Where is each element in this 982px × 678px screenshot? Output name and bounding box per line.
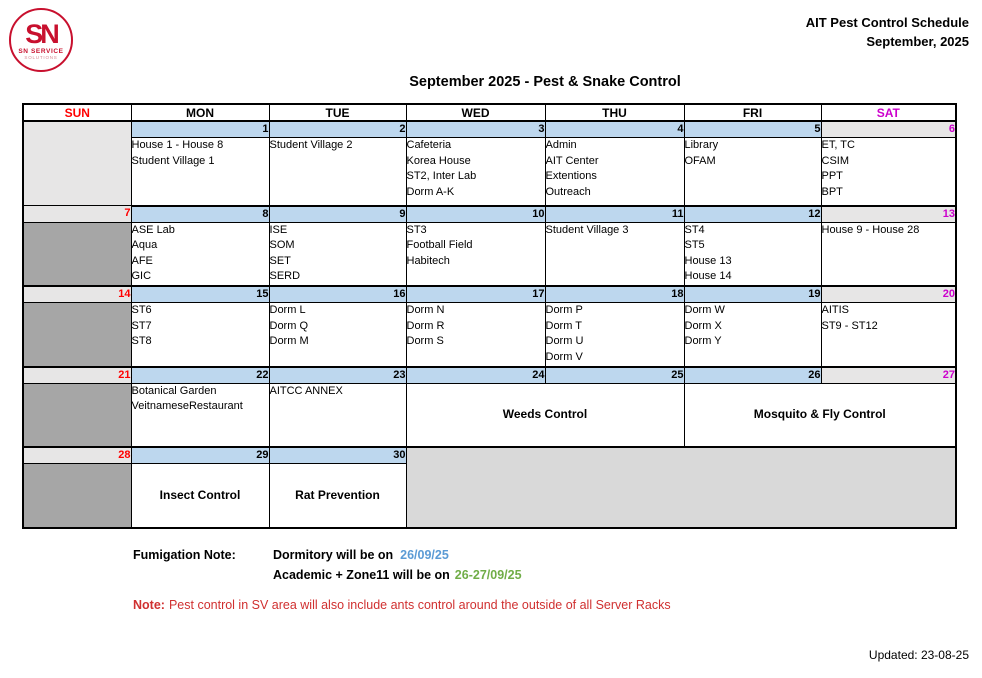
schedule-entry: ST9 - ST12	[821, 319, 878, 332]
schedule-entry: Dorm W	[684, 304, 725, 316]
schedule-entry: Dorm P	[545, 304, 583, 316]
schedule-entry: Dorm X	[684, 319, 722, 332]
activity-cell: Weeds Control	[406, 383, 684, 447]
schedule-entry: Dorm Q	[269, 319, 308, 332]
date-cell-19: 19	[684, 286, 821, 303]
week-2-date-row	[23, 206, 956, 223]
date-cell-23: 23	[269, 367, 406, 384]
date-cell-5: 5	[684, 121, 821, 138]
schedule-entry: Dorm A-K	[406, 185, 455, 198]
schedule-cell	[406, 303, 545, 367]
schedule-entry: ST3	[406, 223, 427, 236]
note-label: Note:	[133, 598, 165, 612]
activity-cell: Rat Prevention	[269, 464, 406, 528]
date-cell-26: 26	[684, 367, 821, 384]
activity-cell: Insect Control	[131, 464, 269, 528]
document-subtitle: September, 2025	[866, 34, 969, 49]
schedule-entry: Habitech	[406, 254, 450, 267]
schedule-entry: Cafeteria	[406, 139, 452, 151]
schedule-cell	[131, 383, 269, 447]
schedule-cell	[269, 303, 406, 367]
date-cell-4: 4	[545, 121, 684, 138]
schedule-entry: CSIM	[821, 154, 849, 167]
day-header-thu: THU	[545, 104, 684, 121]
fumigation-note	[133, 545, 522, 585]
schedule-entry: OFAM	[684, 154, 716, 167]
schedule-entry: ST4	[684, 223, 705, 236]
schedule-cell	[545, 222, 684, 286]
schedule-entry: Football Field	[406, 239, 473, 251]
schedule-entry: VeitnameseRestaurant	[131, 400, 243, 412]
calendar-title: September 2025 - Pest & Snake Control	[409, 74, 681, 90]
date-cell-6: 6	[821, 121, 956, 138]
schedule-entry: ST6	[131, 304, 152, 316]
date-cell-24: 24	[406, 367, 545, 384]
schedule-entry: PPT	[821, 170, 843, 182]
date-cell-14: 14	[23, 286, 131, 303]
schedule-entry: AITIS	[821, 304, 850, 316]
week-1-content-row	[23, 138, 956, 206]
empty-merged-cell	[406, 447, 956, 528]
fumigation-line-academic	[273, 565, 522, 585]
schedule-entry: ST8	[131, 335, 152, 347]
schedule-entry: SOM	[269, 239, 295, 251]
day-header-tue: TUE	[269, 104, 406, 121]
sunday-empty-cell	[23, 303, 131, 367]
schedule-cell	[821, 222, 956, 286]
date-cell-18: 18	[545, 286, 684, 303]
schedule-entry: Student Village 3	[545, 223, 629, 236]
schedule-entry: House 13	[684, 254, 732, 267]
date-cell-29: 29	[131, 447, 269, 464]
schedule-entry: Admin	[545, 139, 577, 151]
week-4-content-row	[23, 383, 956, 447]
schedule-entry: Dorm N	[406, 304, 445, 316]
schedule-cell	[406, 138, 545, 206]
schedule-entry: Aqua	[131, 239, 158, 251]
fumigation-line2-text: Academic + Zone11 will be on	[273, 568, 450, 582]
schedule-entry: ST2, Inter Lab	[406, 170, 477, 182]
sn-service-logo	[9, 8, 73, 72]
schedule-entry: ASE Lab	[131, 223, 175, 236]
date-cell-10: 10	[406, 206, 545, 223]
document-heading	[806, 13, 969, 51]
schedule-entry: Student Village 2	[269, 139, 353, 151]
day-header-fri: FRI	[684, 104, 821, 121]
schedule-entry: Dorm M	[269, 335, 309, 347]
schedule-cell	[684, 222, 821, 286]
schedule-cell	[545, 138, 684, 206]
day-header-mon: MON	[131, 104, 269, 121]
sunday-blank-cell	[23, 121, 131, 206]
date-cell-28: 28	[23, 447, 131, 464]
schedule-cell	[821, 138, 956, 206]
note-text: Pest control in SV area will also include ants control around the outside of all Server Racks	[168, 598, 671, 612]
logo-name: SN SERVICE	[18, 47, 64, 55]
schedule-entry: Dorm V	[545, 350, 583, 363]
week-4-date-row	[23, 367, 956, 384]
updated-date: Updated: 23-08-25	[868, 648, 969, 662]
logo-tagline: SOLUTIONS	[24, 54, 58, 60]
week-5-date-row	[23, 447, 956, 464]
schedule-entry: AIT Center	[545, 154, 599, 167]
date-cell-22: 22	[131, 367, 269, 384]
date-cell-13: 13	[821, 206, 956, 223]
fumigation-note-lines	[273, 545, 522, 585]
schedule-entry: Extentions	[545, 170, 597, 182]
date-cell-15: 15	[131, 286, 269, 303]
schedule-cell	[269, 138, 406, 206]
schedule-entry: House 14	[684, 270, 732, 282]
date-cell-7: 7	[23, 206, 131, 223]
sunday-empty-cell	[23, 464, 131, 528]
date-cell-21: 21	[23, 367, 131, 384]
schedule-entry: Dorm R	[406, 319, 445, 332]
fumigation-note-label: Fumigation Note:	[133, 548, 236, 562]
date-cell-20: 20	[821, 286, 956, 303]
date-cell-17: 17	[406, 286, 545, 303]
schedule-cell	[131, 138, 269, 206]
schedule-cell	[684, 138, 821, 206]
schedule-entry: GIC	[131, 270, 152, 282]
schedule-entry: AFE	[131, 254, 153, 267]
schedule-entry: ST5	[684, 239, 705, 251]
week-1-date-row	[23, 121, 956, 138]
fumigation-line2-date: 26-27/09/25	[454, 568, 522, 582]
schedule-entry: SERD	[269, 270, 301, 282]
day-header-row	[23, 104, 956, 121]
schedule-cell	[269, 222, 406, 286]
schedule-entry: Dorm L	[269, 304, 306, 316]
schedule-entry: Dorm Y	[684, 335, 722, 347]
date-cell-3: 3	[406, 121, 545, 138]
fumigation-line1-date: 26/09/25	[400, 548, 449, 562]
day-header-sat: SAT	[821, 104, 956, 121]
schedule-entry: House 9 - House 28	[821, 223, 920, 236]
schedule-cell	[269, 383, 406, 447]
schedule-entry: Korea House	[406, 154, 471, 167]
schedule-entry: Botanical Garden	[131, 384, 217, 397]
schedule-cell	[545, 303, 684, 367]
date-cell-1: 1	[131, 121, 269, 138]
date-cell-27: 27	[821, 367, 956, 384]
schedule-entry: Dorm U	[545, 335, 584, 347]
schedule-cell	[131, 222, 269, 286]
activity-cell: Mosquito & Fly Control	[684, 383, 956, 447]
schedule-cell	[131, 303, 269, 367]
schedule-cell	[406, 222, 545, 286]
schedule-entry: BPT	[821, 185, 843, 198]
schedule-entry: AITCC ANNEX	[269, 384, 343, 397]
day-header-sun: SUN	[23, 104, 131, 121]
server-rack-note	[133, 598, 671, 612]
schedule-cell	[684, 303, 821, 367]
date-cell-9: 9	[269, 206, 406, 223]
schedule-entry: ST7	[131, 319, 152, 332]
date-cell-12: 12	[684, 206, 821, 223]
schedule-cell	[821, 303, 956, 367]
week-3-content-row	[23, 303, 956, 367]
week-3-date-row	[23, 286, 956, 303]
date-cell-30: 30	[269, 447, 406, 464]
date-cell-2: 2	[269, 121, 406, 138]
schedule-entry: Outreach	[545, 185, 591, 198]
sunday-empty-cell	[23, 383, 131, 447]
schedule-entry: House 1 - House 8	[131, 139, 224, 151]
sunday-empty-cell	[23, 222, 131, 286]
fumigation-line-dormitory	[273, 545, 522, 565]
schedule-entry: Dorm S	[406, 335, 444, 347]
date-cell-11: 11	[545, 206, 684, 223]
date-cell-25: 25	[545, 367, 684, 384]
schedule-entry: Library	[684, 139, 719, 151]
date-cell-16: 16	[269, 286, 406, 303]
pest-control-calendar	[22, 103, 957, 529]
document-title: AIT Pest Control Schedule	[805, 15, 969, 30]
logo-monogram: SN	[25, 18, 57, 49]
schedule-entry: ET, TC	[821, 139, 855, 151]
fumigation-line1-text: Dormitory will be on	[273, 548, 394, 562]
schedule-entry: SET	[269, 254, 291, 267]
week-2-content-row	[23, 222, 956, 286]
date-cell-8: 8	[131, 206, 269, 223]
schedule-entry: ISE	[269, 223, 288, 236]
schedule-entry: Student Village 1	[131, 154, 215, 167]
schedule-entry: Dorm T	[545, 319, 582, 332]
day-header-wed: WED	[406, 104, 545, 121]
